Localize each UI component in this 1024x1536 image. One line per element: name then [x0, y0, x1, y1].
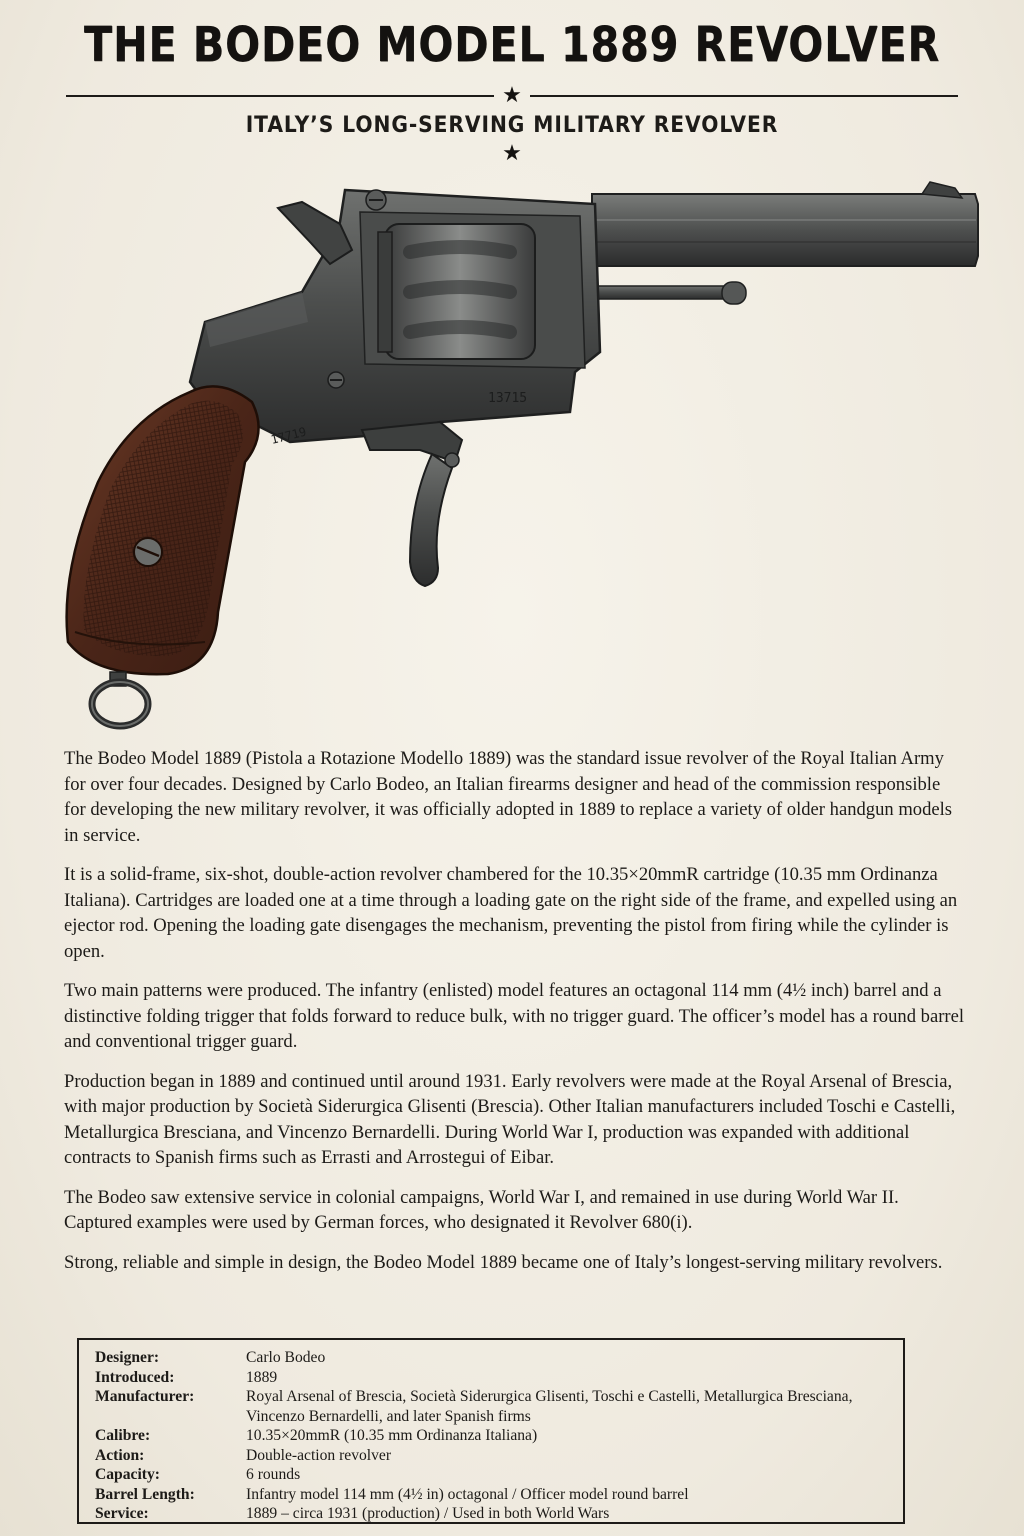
spec-row-introduced	[95, 1368, 903, 1388]
spec-label: Designer:	[95, 1349, 160, 1366]
spec-row-designer	[95, 1348, 903, 1368]
paragraph-patterns: Two main patterns were produced. The infantry (enlisted) model features an octagonal 114 mm (4½ inch) barrel and a distinctive folding trigger that folds forward to reduce bulk, with no trigger guard. The officer’s model has a round barrel and conventional trigger guard.	[64, 980, 964, 1052]
paragraph-mechanism: It is a solid-frame, six-shot, double-action revolver chambered for the 10.35×20mmR cartridge (10.35 mm Ordinanza Italiana). Cartridges are loaded one at a time through a loading gate on the right side of the frame, and expelled using an ejector rod. Opening the loading gate disengages the mechanism, preventing the pistol from firing while the cylinder is open.	[64, 864, 958, 962]
poster-title: THE BODEO MODEL 1889 REVOLVER	[83, 17, 941, 73]
spec-row-calibre	[95, 1426, 903, 1446]
grip-serial: 17719	[269, 424, 308, 447]
spec-value: 1889	[246, 1368, 278, 1386]
spec-value: 10.35×20mmR (10.35 mm Ordinanza Italiana)	[246, 1427, 538, 1444]
spec-row-manufacturer	[95, 1387, 903, 1426]
star-icon-lower: ★	[502, 141, 522, 166]
poster-subtitle: ITALY’S LONG-SERVING MILITARY REVOLVER	[245, 113, 779, 138]
star-icon: ★	[502, 83, 522, 108]
spec-row-capacity	[95, 1465, 903, 1485]
spec-row-barrel-length	[95, 1485, 903, 1505]
folding-trigger	[362, 422, 462, 586]
paragraph-intro: The Bodeo Model 1889 (Pistola a Rotazione Modello 1889) was the standard issue revolver of the Royal Italian Army for over four decades. Designed by Carlo Bodeo, an Italian firearms designer and head of the commission responsible for developing the new military revolver, it was officially adopted in 1889 to replace a variety of older handgun models in service.	[64, 748, 953, 846]
cylinder	[378, 224, 535, 359]
spec-row-service	[95, 1504, 903, 1524]
revolver-illustration	[40, 172, 1000, 742]
title-divider	[66, 83, 958, 108]
paragraph-service: The Bodeo saw extensive service in colonial campaigns, World War I, and remained in use during World War II. Captured examples were used by German forces, who designated it Revolver 680(i).	[64, 1186, 899, 1233]
spec-value: Infantry model 114 mm (4½ in) octagonal / Officer model round barrel	[246, 1485, 689, 1503]
frame-serial: 13715	[488, 391, 528, 406]
specifications-table	[77, 1338, 905, 1524]
paragraph-production: Production began in 1889 and continued until around 1931. Early revolvers were made at the Royal Arsenal of Brescia, with major production by Società Siderurgica Glisenti (Brescia). Other Italian manufacturers included Toschi e Castelli, Metallurgica Bresciana, and Vincenzo Bernardelli. During World War I, production was expanded with additional contracts to Spanish firms such as Errasti and Arrostegui of Eibar.	[64, 1070, 956, 1168]
barrel	[592, 182, 978, 266]
spec-label: Calibre:	[95, 1427, 151, 1444]
spec-label: Barrel Length:	[95, 1485, 195, 1503]
spec-label: Capacity:	[95, 1466, 160, 1483]
divider-line-left	[66, 95, 494, 97]
spec-label: Introduced:	[95, 1368, 175, 1386]
spec-value: Carlo Bodeo	[246, 1349, 326, 1366]
spec-label: Action:	[95, 1446, 145, 1464]
paragraph-summary: Strong, reliable and simple in design, the Bodeo Model 1889 became one of Italy’s longest-serving military revolvers.	[64, 1251, 943, 1273]
divider-line-right	[530, 95, 958, 97]
spec-value: 1889 – circa 1931 (production) / Used in both World Wars	[246, 1505, 610, 1522]
spec-value: Royal Arsenal of Brescia, Società Siderurgica Glisenti, Toschi e Castelli, Metallurgica Bresciana, Vincenzo Bernardelli, and later Spanish firms	[246, 1388, 853, 1425]
spec-label: Service:	[95, 1505, 149, 1522]
lanyard-ring	[92, 672, 148, 726]
spec-row-action	[95, 1446, 903, 1466]
spec-value: Double-action revolver	[246, 1446, 392, 1464]
spec-label: Manufacturer:	[95, 1388, 195, 1405]
grip	[67, 386, 259, 674]
spec-value: 6 rounds	[246, 1466, 301, 1483]
article-body	[64, 746, 964, 1289]
